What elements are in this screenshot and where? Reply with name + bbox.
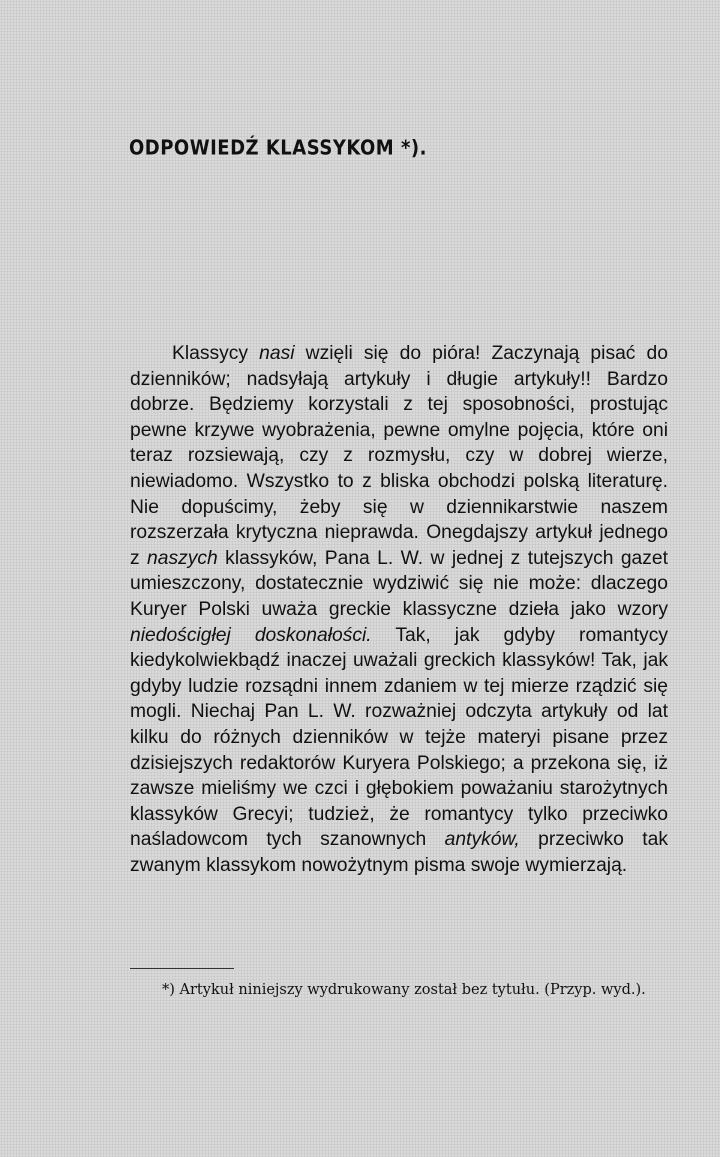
text-segment: wzięli się do pióra! Zaczynają pisać do dzienników; nadsyłają artykuły i długie artykuły!! Bardzo dobrze. Będziemy korzystali z tej sposobności, prostując pewne krzywe wyobrażenia, pewne omylne pojęcia, które oni teraz rozsiewają, czy z rozmysłu, czy w dobrej wierze, niewiadomo. Wszystko to z bliska obchodzi polską literaturę. Nie dopuścimy, żeby się w dziennikarstwie naszem rozszerzała krytyczna nieprawda. Onegdajszy artykuł jednego z <box>130 343 668 569</box>
footnote: *) Artykuł niniejszy wydrukowany został bez tytułu. (Przyp. wyd.). <box>162 982 646 998</box>
text-segment: Klassycy <box>172 343 260 364</box>
italic-text: antyków, <box>444 829 520 851</box>
main-paragraph <box>130 341 668 878</box>
text-segment: przeciwko tak zwanym klassykom nowożytnym pisma swoje wymierzają. <box>130 829 668 876</box>
page-title: ODPOWIEDŹ KLASSYKOM *). <box>129 136 427 161</box>
text-segment: klassyków, Pana L. W. w jednej z tutejszych gazet umieszczony, dostatecznie wydziwić się nie może: dlaczego Kuryer Polski uważa greckie klassyczne dzieła jako wzory <box>130 547 669 620</box>
text-segment: Tak, jak gdyby romantycy kiedykolwiekbądź inaczej uważali greckich klassyków! Tak, jak gdyby ludzie rozsądni innem zdaniem w tej mierze rządzić się mogli. Niechaj Pan L. W. rozważniej odczyta artykuły od lat kilku do różnych dzienników w tejże materyi pisane przez dzisiejszych redaktorów Kuryera Polskiego; a przekona się, iż zawsze mieliśmy we czci i głębokiem poważaniu starożytnych klassyków Grecyi; tudzież, że romantycy tylko przeciwko naśladowcom tych szanownych <box>130 624 668 851</box>
italic-text: nasi <box>259 343 295 364</box>
footnote-divider <box>130 968 234 969</box>
italic-text: niedościgłej doskonałości. <box>130 624 372 646</box>
italic-text: naszych <box>147 547 218 569</box>
